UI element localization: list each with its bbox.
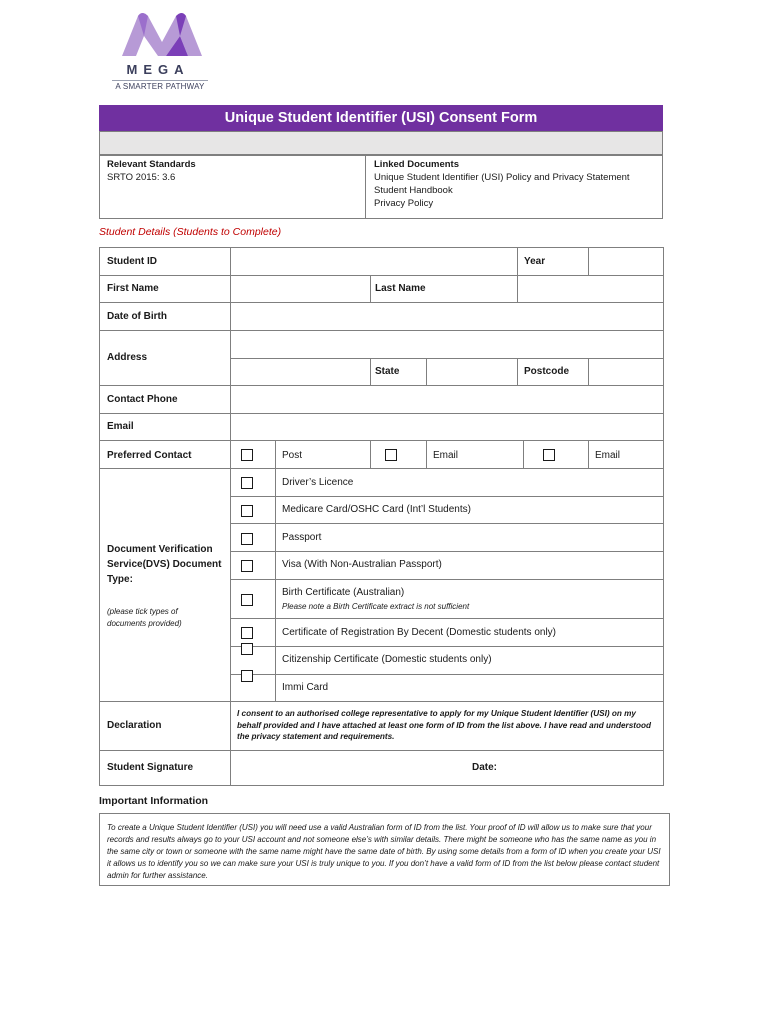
dvs-drivers-licence-checkbox[interactable] (241, 477, 253, 489)
postcode-label: Postcode (524, 366, 570, 377)
state-label: State (375, 366, 400, 377)
dvs-passport-checkbox[interactable] (241, 533, 253, 545)
dvs-option: Immi Card (282, 682, 329, 693)
date-input[interactable] (505, 751, 663, 785)
last-name-label: Last Name (375, 283, 426, 294)
contact-phone-label: Contact Phone (107, 394, 178, 405)
form-title: Unique Student Identifier (USI) Consent Form (99, 105, 663, 131)
relevant-standards-heading: Relevant Standards (107, 159, 196, 170)
dvs-option: Certificate of Registration By Decent (Domestic students only) (282, 627, 556, 638)
dvs-option: Driver’s Licence (282, 477, 354, 488)
contact-email-2-checkbox[interactable] (543, 449, 555, 461)
dvs-option: Medicare Card/OSHC Card (Int’l Students) (282, 504, 471, 515)
first-name-input[interactable] (231, 276, 370, 302)
dvs-citizenship-checkbox[interactable] (241, 643, 253, 655)
linked-document-item: Unique Student Identifier (USI) Policy and Privacy Statement (374, 172, 630, 183)
contact-email-label: Email (433, 450, 459, 461)
student-id-input[interactable] (231, 248, 517, 275)
dvs-option: Birth Certificate (Australian) (282, 587, 405, 598)
dvs-option: Visa (With Non-Australian Passport) (282, 559, 442, 570)
linked-documents (366, 156, 662, 218)
last-name-input[interactable] (518, 276, 663, 302)
relevant-standards (100, 156, 366, 218)
birth-certificate-note: Please note a Birth Certificate extract is not sufficient (282, 602, 470, 611)
year-label: Year (524, 256, 546, 267)
email-input[interactable] (231, 414, 663, 440)
important-info-title: Important Information (99, 795, 209, 807)
preferred-contact-label: Preferred Contact (107, 450, 192, 461)
dvs-hint: (please tick types of documents provided) (107, 607, 182, 628)
state-input[interactable] (427, 359, 517, 385)
contact-phone-input[interactable] (231, 386, 663, 413)
email-label: Email (107, 421, 134, 432)
linked-documents-heading: Linked Documents (374, 159, 459, 170)
dob-label: Date of Birth (107, 311, 167, 322)
logo-tagline: A SMARTER PATHWAY (115, 82, 205, 91)
important-info-text: To create a Unique Student Identifier (USI) you will need use a valid Australian form of ID from the list. Your proof of ID will allow us to make sure that your records and results always go to your USI account and not someone else’s with similar details. There might be someone who has the same name as you in the same city or town or someone with the same name might have the same date of birth. By using some details from a form of ID when you create your USI it allows us to identify you so we can make sure your USI is truly unique to you. If you don’t have a valid form of ID from the list below please contact student admin for further assistance. (99, 813, 670, 886)
address-input[interactable] (231, 331, 663, 358)
dvs-label: Document Verification Service(DVS) Document Type: (107, 544, 222, 585)
year-input[interactable] (589, 248, 663, 275)
linked-document-item: Student Handbook (374, 185, 453, 196)
dvs-immi-card-checkbox[interactable] (241, 670, 253, 682)
dvs-birth-certificate-checkbox[interactable] (241, 594, 253, 606)
dvs-cert-registration-checkbox[interactable] (241, 627, 253, 639)
contact-post-checkbox[interactable] (241, 449, 253, 461)
signature-input[interactable] (231, 751, 467, 785)
signature-label: Student Signature (107, 762, 194, 773)
address-label: Address (107, 352, 148, 363)
linked-document-item: Privacy Policy (374, 198, 434, 209)
contact-email-2-label: Email (595, 450, 621, 461)
dvs-medicare-checkbox[interactable] (241, 505, 253, 517)
postcode-input[interactable] (589, 359, 663, 385)
section-title: Student Details (Students to Complete) (99, 226, 282, 238)
student-id-label: Student ID (107, 256, 157, 267)
dvs-option: Citizenship Certificate (Domestic students only) (282, 654, 492, 665)
declaration-text: I consent to an authorised college representative to apply for my Unique Student Identifier (USI) on my behalf provided and I have attached at least one form of ID from the list above. I have read and understood the privacy statement and requirements. (237, 709, 652, 741)
dvs-visa-checkbox[interactable] (241, 560, 253, 572)
reference-box (99, 155, 663, 219)
title-subbar (99, 131, 663, 155)
first-name-label: First Name (107, 283, 159, 294)
logo-wordmark: MEGA (126, 62, 190, 77)
contact-post-label: Post (282, 450, 303, 461)
date-label: Date: (472, 762, 498, 773)
logo-divider (112, 80, 208, 81)
contact-email-checkbox[interactable] (385, 449, 397, 461)
declaration-label: Declaration (107, 720, 162, 731)
relevant-standards-value: SRTO 2015: 3.6 (107, 172, 176, 183)
dvs-option: Passport (282, 532, 322, 543)
